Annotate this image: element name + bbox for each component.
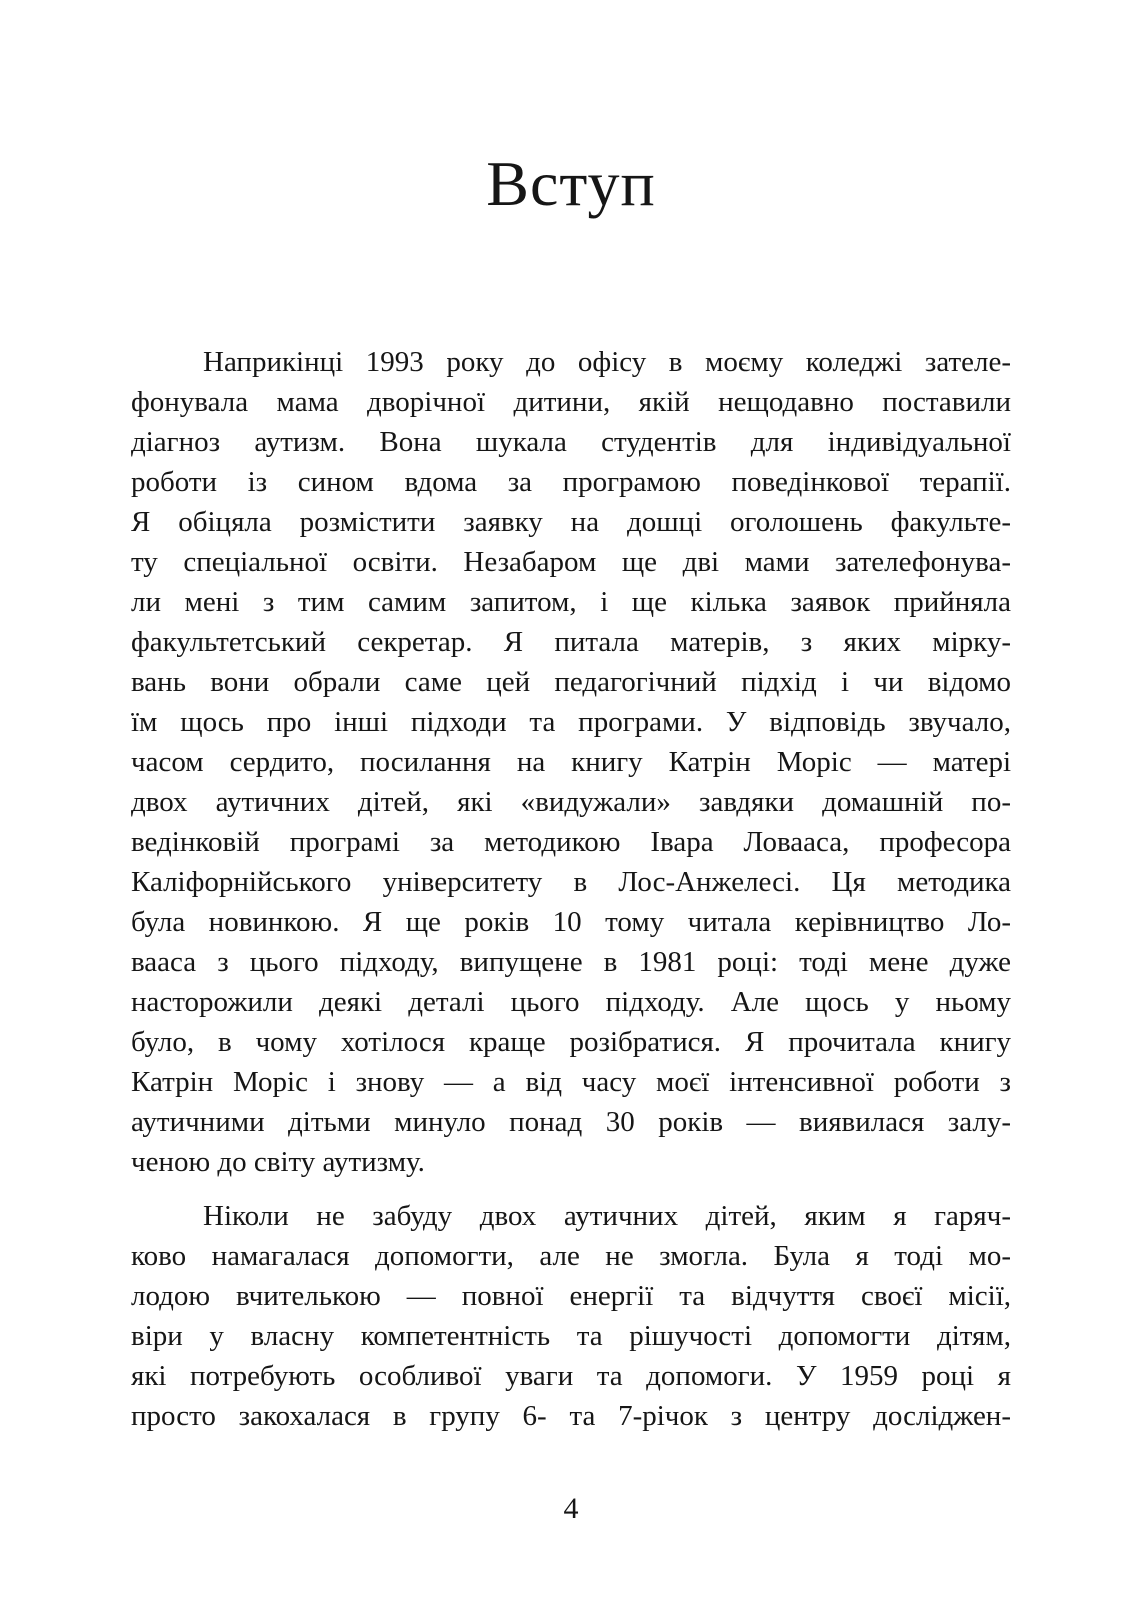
text-line: насторожили деякі деталі цього підходу. Але щось у ньому — [131, 986, 1011, 1018]
text-line: було, в чому хотілося краще розібратися. Я прочитала книгу — [131, 1026, 1011, 1058]
text-line: ченою до світу аутизму. — [131, 1146, 425, 1178]
text-line: аутичними дітьми минуло понад 30 років — виявилася залу- — [131, 1106, 1011, 1138]
paragraph-1 — [131, 342, 1011, 1182]
text-line: роботи із сином вдома за програмою поведінкової терапії. — [131, 466, 1011, 498]
text-line: віри у власну компетентність та рішучості допомогти дітям, — [131, 1320, 1011, 1352]
text-line: ли мені з тим самим запитом, і ще кілька заявок прийняла — [131, 586, 1011, 618]
body-text — [131, 342, 1011, 1436]
text-line: Катрін Моріс і знову — а від часу моєї інтенсивної роботи з — [131, 1066, 1011, 1098]
text-line: лодою вчителькою — повної енергії та відчуття своєї місії, — [131, 1280, 1011, 1312]
paragraph-2 — [131, 1196, 1011, 1436]
page-number: 4 — [563, 1492, 579, 1525]
text-line: Наприкінці 1993 року до офісу в моєму коледжі зателе- — [203, 346, 1011, 378]
text-line: вань вони обрали саме цей педагогічний підхід і чи відомо — [131, 666, 1011, 698]
text-line: ту спеціальної освіти. Незабаром ще дві мами зателефонува- — [131, 546, 1011, 578]
text-line: була новинкою. Я ще років 10 тому читала керівництво Ло- — [131, 906, 1011, 938]
text-line: діагноз аутизм. Вона шукала студентів для індивідуальної — [131, 426, 1011, 458]
text-line: факультетський секретар. Я питала матерів, з яких мірку- — [131, 626, 1011, 658]
text-line: які потребують особливої уваги та допомоги. У 1959 році я — [131, 1360, 1011, 1392]
text-line: Каліфорнійського університету в Лос-Анжелесі. Ця методика — [131, 866, 1011, 898]
chapter-title: Вступ — [486, 148, 656, 219]
text-line: ведінковій програмі за методикою Івара Ловааса, професора — [131, 826, 1011, 858]
text-line: двох аутичних дітей, які «видужали» завдяки домашній по- — [131, 786, 1011, 818]
text-line: фонувала мама дворічної дитини, якій нещодавно поставили — [131, 386, 1011, 418]
text-line: просто закохалася в групу 6- та 7-річок з центру досліджен- — [131, 1400, 1011, 1432]
text-line: Я обіцяла розмістити заявку на дошці оголошень факульте- — [131, 506, 1011, 538]
text-line: часом сердито, посилання на книгу Катрін Моріс — матері — [131, 746, 1011, 778]
text-line: ково намагалася допомогти, але не змогла. Була я тоді мо- — [131, 1240, 1011, 1272]
text-line: їм щось про інші підходи та програми. У відповідь звучало, — [131, 706, 1011, 738]
text-line: Ніколи не забуду двох аутичних дітей, яким я гаряч- — [203, 1200, 1011, 1232]
text-line: вааса з цього підходу, випущене в 1981 році: тоді мене дуже — [131, 946, 1011, 978]
